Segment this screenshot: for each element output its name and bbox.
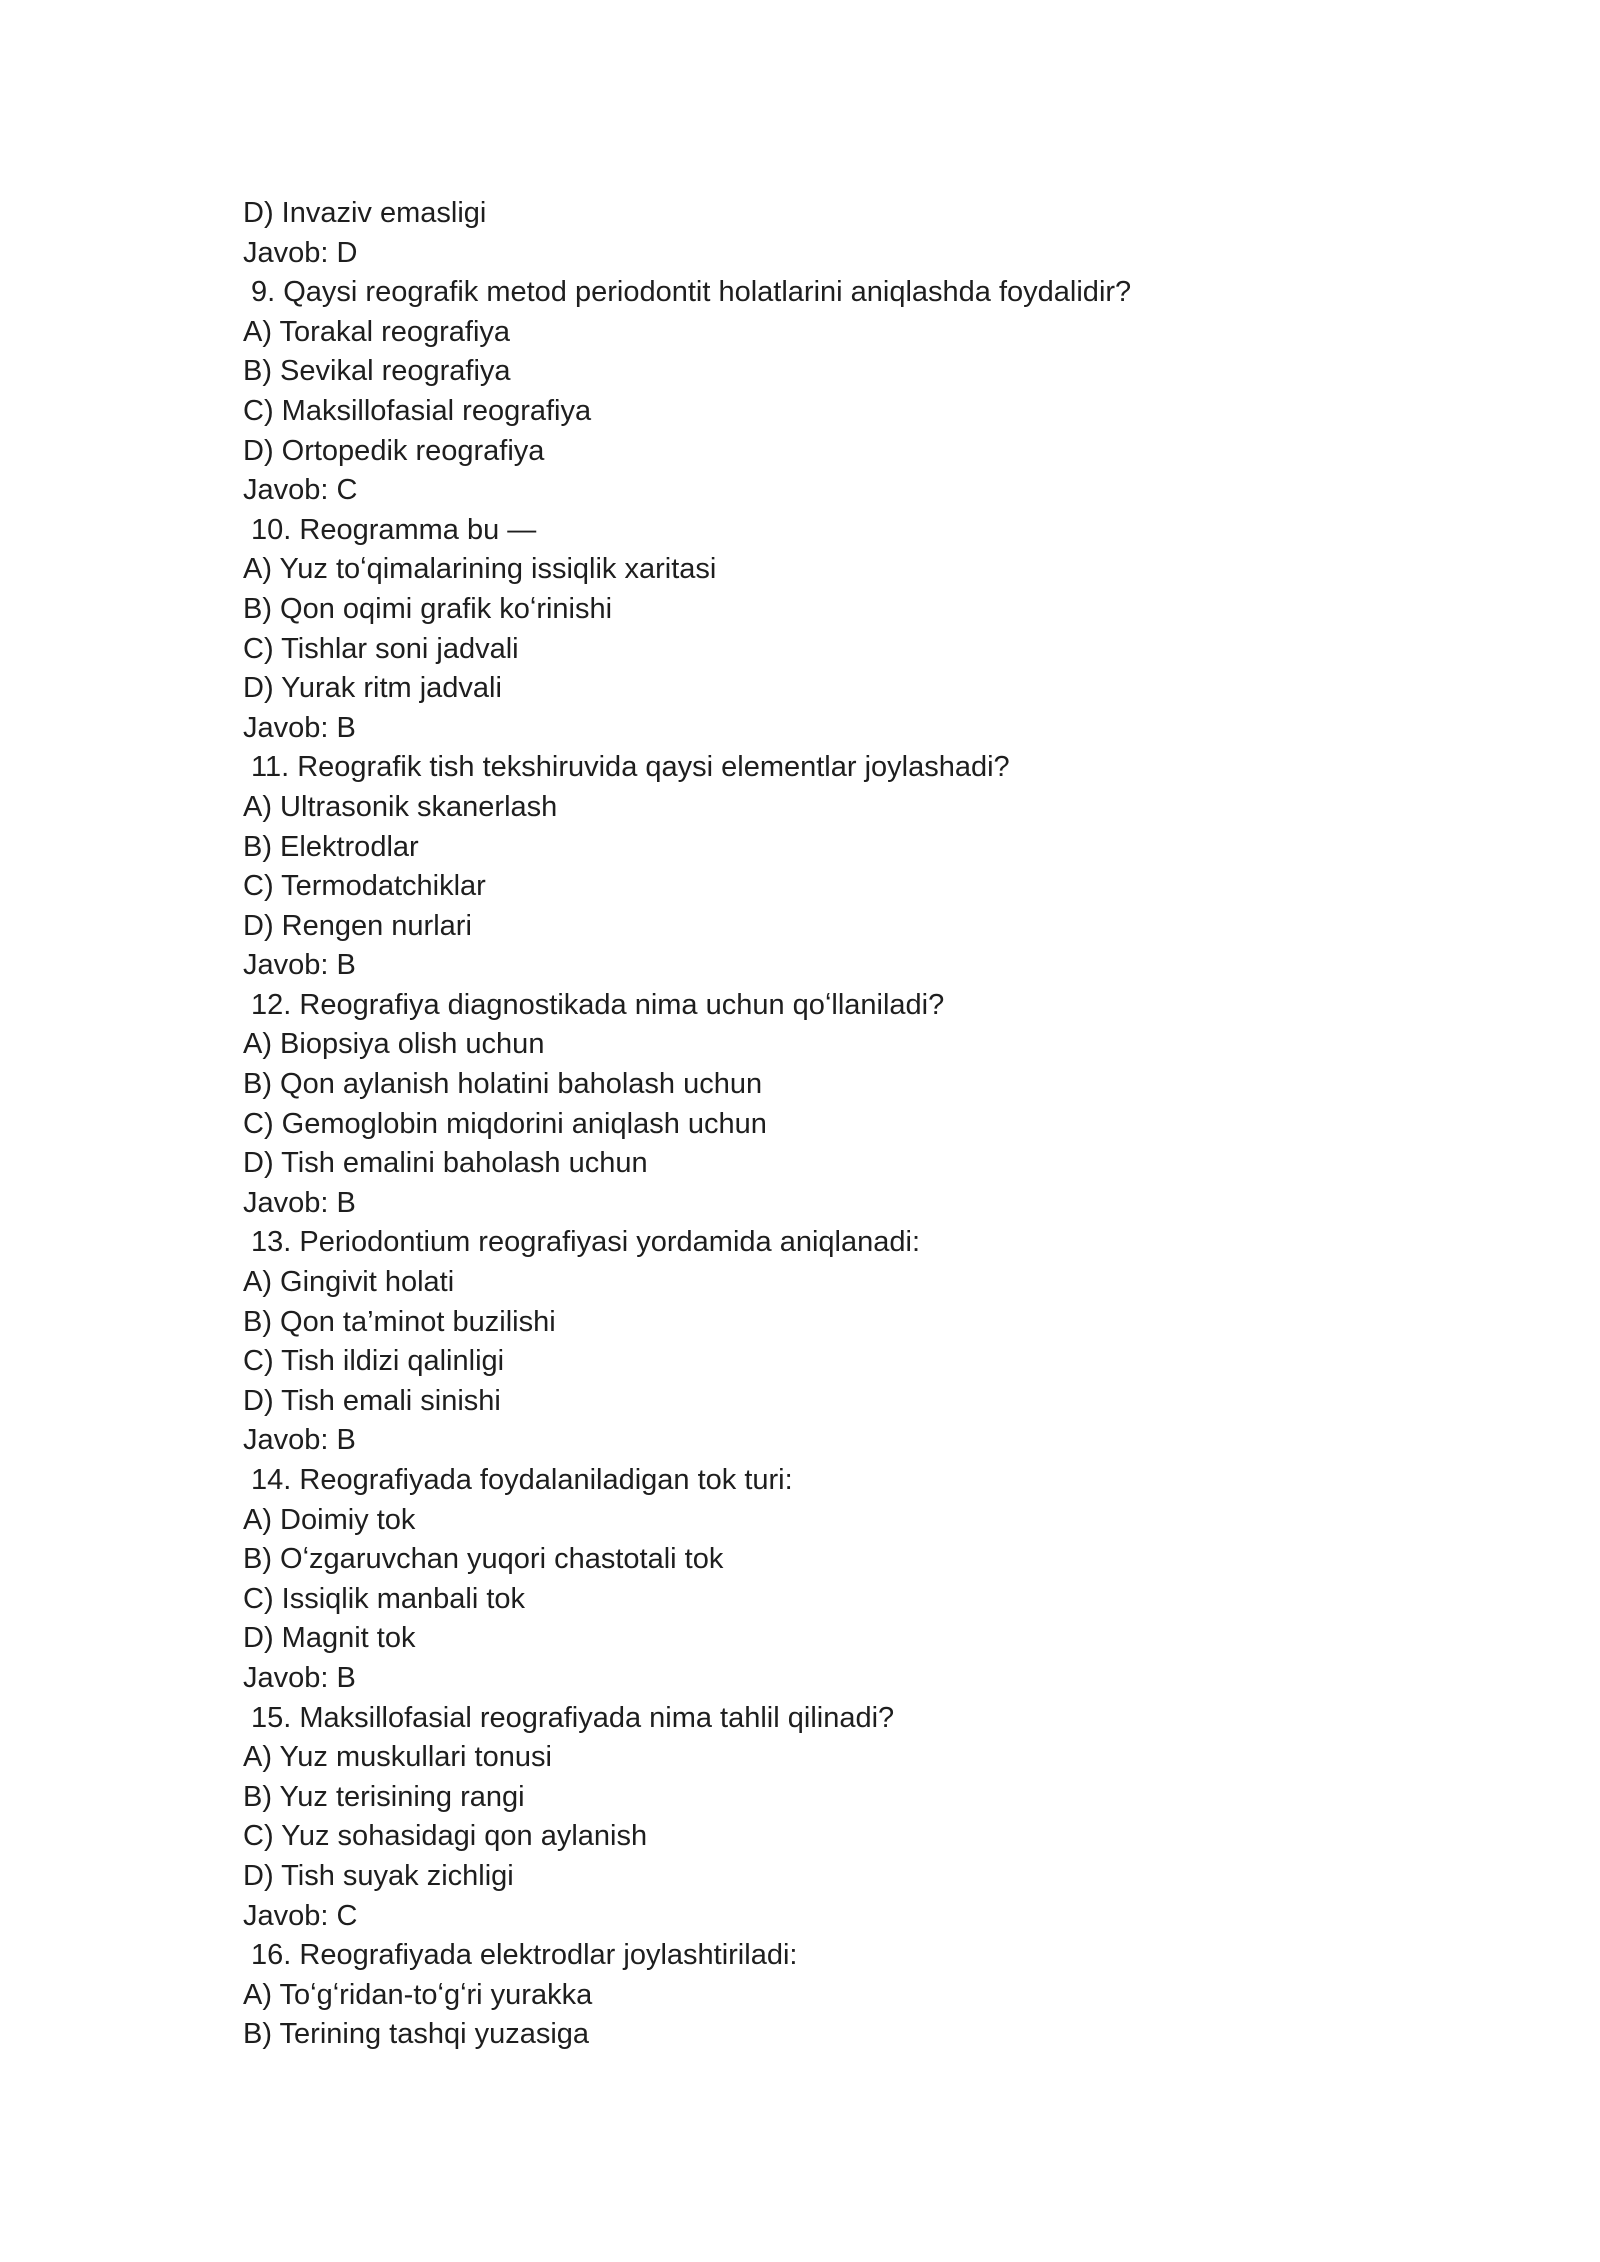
option-line: C) Issiqlik manbali tok bbox=[243, 1582, 526, 1615]
question-line: 9. Qaysi reografik metod periodontit holatlarini aniqlashda foydalidir? bbox=[251, 276, 1132, 309]
option-line: C) Termodatchiklar bbox=[243, 870, 486, 903]
question-line: 10. Reogramma bu — bbox=[251, 513, 537, 546]
answer-line: Javob: C bbox=[243, 1899, 358, 1932]
option-line: D) Tish emali sinishi bbox=[243, 1384, 501, 1417]
option-line: B) Sevikal reografiya bbox=[243, 355, 511, 388]
option-line: B) Qon oqimi grafik koʻrinishi bbox=[243, 592, 613, 625]
option-line: C) Yuz sohasidagi qon aylanish bbox=[243, 1820, 648, 1853]
option-line: B) Elektrodlar bbox=[243, 830, 419, 863]
document-body bbox=[243, 194, 1443, 2055]
question-line: 16. Reografiyada elektrodlar joylashtiriladi: bbox=[251, 1939, 798, 1972]
answer-line: Javob: C bbox=[243, 474, 358, 507]
option-line: B) Oʻzgaruvchan yuqori chastotali tok bbox=[243, 1543, 724, 1576]
option-line: A) Yuz toʻqimalarining issiqlik xaritasi bbox=[243, 553, 717, 586]
option-line: A) Yuz muskullari tonusi bbox=[243, 1741, 552, 1774]
option-line: A) Biopsiya olish uchun bbox=[243, 1028, 545, 1061]
question-line: 13. Periodontium reografiyasi yordamida aniqlanadi: bbox=[251, 1226, 920, 1259]
question-line: 14. Reografiyada foydalaniladigan tok turi: bbox=[251, 1464, 793, 1496]
option-line: D) Yurak ritm jadvali bbox=[243, 672, 502, 705]
option-line: C) Tish ildizi qalinligi bbox=[243, 1345, 505, 1378]
option-line: A) Toʻgʻridan-toʻgʻri yurakka bbox=[243, 1978, 593, 2011]
option-line: A) Ultrasonik skanerlash bbox=[243, 790, 558, 823]
answer-line: Javob: B bbox=[243, 1661, 356, 1694]
option-line: C) Maksillofasial reografiya bbox=[243, 394, 592, 427]
option-line: A) Doimiy tok bbox=[243, 1503, 416, 1536]
option-line: B) Yuz terisining rangi bbox=[243, 1780, 525, 1813]
option-line: D) Ortopedik reografiya bbox=[243, 434, 545, 467]
option-line: A) Gingivit holati bbox=[243, 1266, 455, 1299]
option-line: C) Tishlar soni jadvali bbox=[243, 632, 519, 665]
option-line: C) Gemoglobin miqdorini aniqlash uchun bbox=[243, 1107, 767, 1140]
answer-line: Javob: B bbox=[243, 1186, 356, 1219]
option-line: B) Qon aylanish holatini baholash uchun bbox=[243, 1068, 763, 1101]
answer-line: Javob: B bbox=[243, 1424, 356, 1457]
answer-line: Javob: B bbox=[243, 711, 356, 744]
question-line: 12. Reografiya diagnostikada nima uchun qoʻllaniladi? bbox=[251, 988, 945, 1021]
option-line: D) Magnit tok bbox=[243, 1622, 416, 1655]
option-line: D) Rengen nurlari bbox=[243, 909, 472, 942]
question-line: 15. Maksillofasial reografiyada nima tahlil qilinadi? bbox=[251, 1701, 895, 1734]
option-line: D) Tish emalini baholash uchun bbox=[243, 1147, 648, 1180]
question-line: 11. Reografik tish tekshiruvida qaysi elementlar joylashadi? bbox=[251, 751, 1010, 784]
option-line: A) Torakal reografiya bbox=[243, 315, 511, 348]
option-line: D) Tish suyak zichligi bbox=[243, 1859, 514, 1892]
option-line: D) Invaziv emasligi bbox=[243, 197, 487, 229]
option-line: B) Terining tashqi yuzasiga bbox=[243, 2018, 590, 2051]
answer-line: Javob: D bbox=[243, 236, 358, 269]
option-line: B) Qon ta’minot buzilishi bbox=[243, 1305, 556, 1338]
answer-line: Javob: B bbox=[243, 949, 356, 982]
